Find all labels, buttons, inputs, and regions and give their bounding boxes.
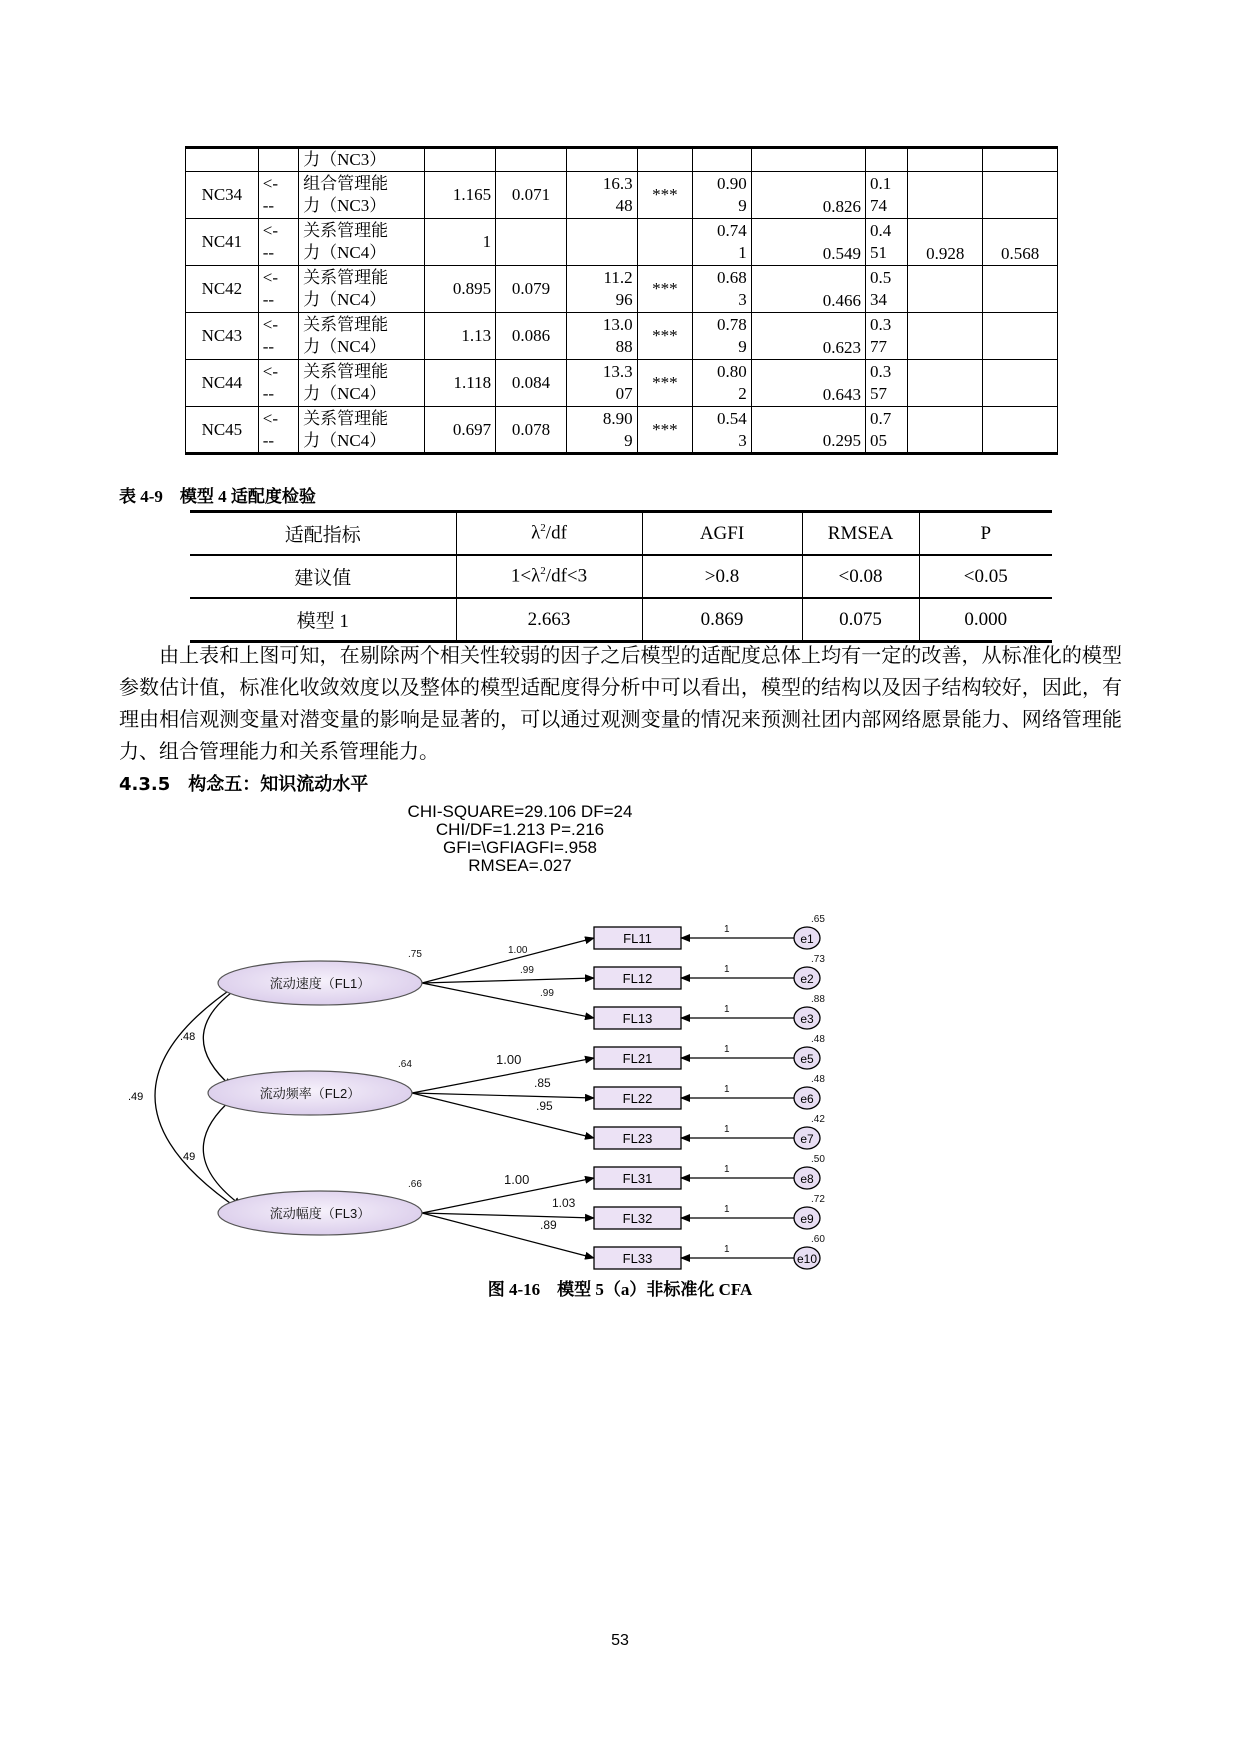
table-cell: 关系管理能 力（NC4） (299, 313, 425, 360)
table-cell: 0.643 (751, 360, 865, 407)
table-cell: <- -- (258, 313, 298, 360)
indicator-label: FL23 (622, 1131, 653, 1146)
table-cell: NC45 (186, 407, 259, 454)
table-cell: 0.869 (642, 598, 802, 642)
loading-path (422, 978, 594, 983)
table-cell: 关系管理能 力（NC4） (299, 407, 425, 454)
error-variance: .42 (811, 1114, 825, 1125)
table-cell: 0.68 3 (693, 266, 752, 313)
fit-line: CHI-SQUARE=29.106 DF=24 (407, 802, 633, 821)
table-cell: *** (637, 172, 693, 219)
error-path-label: 1 (724, 1204, 730, 1215)
fit-line: RMSEA=.027 (468, 856, 572, 875)
latent-variance: .66 (408, 1179, 422, 1190)
table-cell: 0.697 (425, 407, 496, 454)
table-cell: <0.08 (802, 555, 919, 598)
table-cell: 关系管理能 力（NC4） (299, 266, 425, 313)
table-cell: 0.084 (496, 360, 567, 407)
loading-label: .99 (540, 988, 554, 999)
table-cell: <- -- (258, 172, 298, 219)
table-cell: 0.4 51 (865, 219, 907, 266)
table-cell: 13.3 07 (566, 360, 637, 407)
table-cell: NC44 (186, 360, 259, 407)
table-cell: 0.079 (496, 266, 567, 313)
table-cell: NC43 (186, 313, 259, 360)
indicator-label: FL13 (622, 1011, 653, 1026)
table-cell: 0.078 (496, 407, 567, 454)
table-cell: NC42 (186, 266, 259, 313)
table-cell: <- -- (258, 407, 298, 454)
table-cell: 1.118 (425, 360, 496, 407)
table-cell: 0.895 (425, 266, 496, 313)
error-variance: .48 (811, 1074, 825, 1085)
table-cell: 0.295 (751, 407, 865, 454)
table-cell: 组合管理能 力（NC3） (299, 172, 425, 219)
table-cell: 模型 1 (190, 598, 456, 642)
table-cell: <- -- (258, 266, 298, 313)
table-cell: NC41 (186, 219, 259, 266)
table-cell: 0.80 2 (693, 360, 752, 407)
table-cell: *** (637, 313, 693, 360)
table-cell: *** (637, 407, 693, 454)
fit-line: GFI=\GFIAGFI=.958 (443, 838, 597, 857)
table-cell: 0.90 9 (693, 172, 752, 219)
fit-line: CHI/DF=1.213 P=.216 (435, 820, 605, 839)
loading-label: .85 (534, 1076, 551, 1090)
covariance-fl1-fl2 (203, 985, 242, 1087)
table-cell: 1.165 (425, 172, 496, 219)
table-cell: 0.7 05 (865, 407, 907, 454)
loading-label: 1.00 (504, 1172, 530, 1187)
error-label: e3 (800, 1012, 814, 1026)
latent-label: 流动频率（FL2） (259, 1086, 361, 1101)
table-cell: 0.928 (908, 219, 983, 266)
loading-label: 1.03 (552, 1196, 576, 1210)
latent-label: 流动幅度（FL3） (269, 1206, 371, 1221)
table-cell: 0.549 (751, 219, 865, 266)
table-cell: <- -- (258, 360, 298, 407)
header-cell: P (919, 512, 1052, 556)
error-path-label: 1 (724, 1044, 730, 1055)
table-cell: 2.663 (456, 598, 642, 642)
header-cell: $\lambda^2/df$ (456, 512, 642, 556)
table-cell: 0.826 (751, 172, 865, 219)
table-cell: 力（NC3） (299, 148, 425, 172)
table-cell: *** (637, 360, 693, 407)
error-path-label: 1 (724, 1124, 730, 1135)
indicator-label: FL22 (622, 1091, 653, 1106)
latent-label: 流动速度（FL1） (269, 976, 371, 991)
table-cell: 16.3 48 (566, 172, 637, 219)
error-variance: .65 (811, 914, 825, 925)
error-path-label: 1 (724, 924, 730, 935)
table-cell: 0.54 3 (693, 407, 752, 454)
loading-path (412, 1093, 594, 1098)
latent-variance: .75 (408, 949, 422, 960)
error-path-label: 1 (724, 964, 730, 975)
table-cell: 0.086 (496, 313, 567, 360)
error-label: e6 (800, 1092, 814, 1106)
indicator-label: FL33 (622, 1251, 653, 1266)
covariance-label: .48 (180, 1031, 196, 1043)
section-heading: 4.3.5 构念五：知识流动水平 (119, 774, 369, 795)
latent-variance: .64 (398, 1059, 412, 1070)
covariance-label: .49 (180, 1151, 196, 1163)
error-label: e5 (800, 1052, 814, 1066)
table-cell: 0.1 74 (865, 172, 907, 219)
table-cell: 0.075 (802, 598, 919, 642)
loading-path (412, 1093, 594, 1138)
loading-path (422, 1213, 594, 1218)
error-label: e8 (800, 1172, 814, 1186)
error-variance: .48 (811, 1034, 825, 1045)
error-variance: .73 (811, 954, 825, 965)
loading-label: .95 (536, 1099, 553, 1113)
error-path-label: 1 (724, 1164, 730, 1175)
error-label: e2 (800, 972, 814, 986)
covariance-fl2-fl3 (203, 1099, 242, 1206)
figure-caption: 图 4-16 模型 5（a）非标准化 CFA (487, 1280, 753, 1299)
error-label: e1 (800, 932, 814, 946)
table-cell: 8.90 9 (566, 407, 637, 454)
error-label: e7 (800, 1132, 814, 1146)
indicator-label: FL11 (623, 931, 652, 946)
table-cell: 0.78 9 (693, 313, 752, 360)
loading-path (422, 983, 594, 1018)
indicator-label: FL12 (622, 971, 653, 986)
loading-label: 1.00 (508, 945, 528, 956)
indicator-label: FL32 (622, 1211, 653, 1226)
page-number: 53 (611, 1632, 629, 1649)
table-cell: <0.05 (919, 555, 1052, 598)
table-cell: NC34 (186, 172, 259, 219)
error-variance: .50 (811, 1154, 825, 1165)
table-cell: 0.3 57 (865, 360, 907, 407)
table-cell: 13.0 88 (566, 313, 637, 360)
table-cell: 0.466 (751, 266, 865, 313)
error-variance: .72 (811, 1194, 825, 1205)
loading-label: 1.00 (496, 1052, 522, 1067)
error-label: e10 (796, 1252, 818, 1266)
table-cell: 0.071 (496, 172, 567, 219)
table-cell: 1.13 (425, 313, 496, 360)
error-path-label: 1 (724, 1004, 730, 1015)
table-cell: 11.2 96 (566, 266, 637, 313)
error-variance: .60 (811, 1234, 825, 1245)
table-cell: *** (637, 266, 693, 313)
table-cell: >0.8 (642, 555, 802, 598)
table-cell: 0.74 1 (693, 219, 752, 266)
table-cell: <- -- (258, 219, 298, 266)
table-cell: 0.623 (751, 313, 865, 360)
error-label: e9 (800, 1212, 814, 1226)
table-cell: 0.3 77 (865, 313, 907, 360)
table-cell: 建议值 (190, 555, 456, 598)
loading-label: .99 (520, 965, 534, 976)
loading-path (422, 1213, 594, 1258)
body-paragraph: 由上表和上图可知，在剔除两个相关性较弱的因子之后模型的适配度总体上均有一定的改善，从标准化的模型参数估计值，标准化收敛效度以及整体的模型适配度得分析中可以看出，模型的结构以及因子结构较好，因此，有理由相信观测变量对潜变量的影响是显著的，可以通过观测变量的情况来预测社团内部网络愿景能力、网络管理能力、组合管理能力和关系管理能力。 (119, 645, 1122, 763)
header-cell: 适配指标 (190, 512, 456, 556)
table-cell: 0.568 (983, 219, 1058, 266)
covariance-label: .49 (128, 1091, 144, 1103)
error-path-label: 1 (724, 1244, 730, 1255)
header-cell: RMSEA (802, 512, 919, 556)
table-cell: 0.5 34 (865, 266, 907, 313)
error-variance: .88 (811, 994, 825, 1005)
error-path-label: 1 (724, 1084, 730, 1095)
table-cell: 0.000 (919, 598, 1052, 642)
table-cell: 1 (425, 219, 496, 266)
table-cell: 关系管理能 力（NC4） (299, 219, 425, 266)
table-cell: $1<\lambda^2/df<3$ (456, 555, 642, 598)
loading-label: .89 (540, 1218, 557, 1232)
table-caption: 表 4-9 模型 4 适配度检验 (119, 487, 316, 506)
indicator-label: FL21 (622, 1051, 653, 1066)
table-cell: 关系管理能 力（NC4） (299, 360, 425, 407)
header-cell: AGFI (642, 512, 802, 556)
indicator-label: FL31 (622, 1171, 653, 1186)
